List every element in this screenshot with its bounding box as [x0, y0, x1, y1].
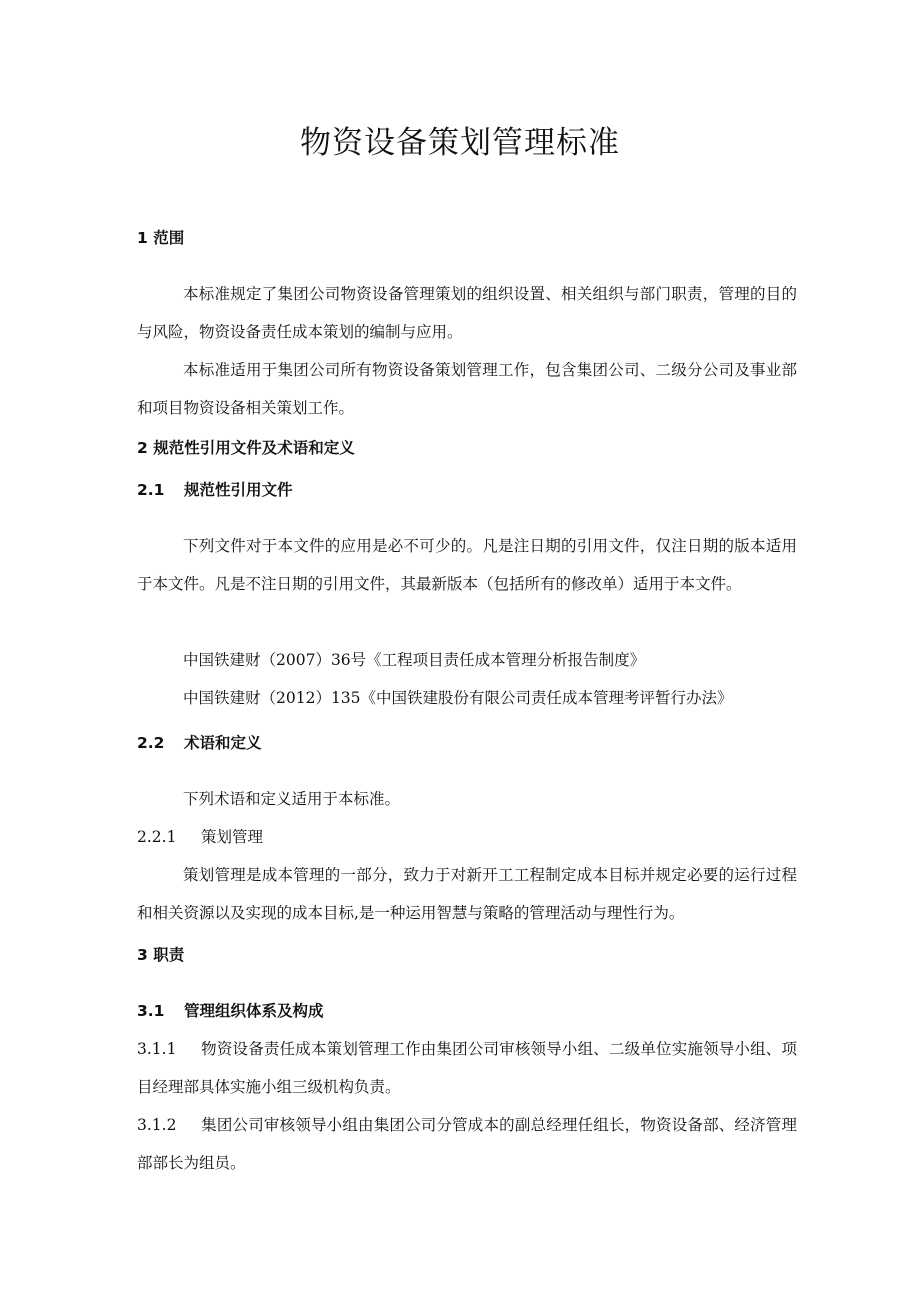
paragraph-references-intro: 下列文件对于本文件的应用是必不可少的。凡是注日期的引用文件，仅注日期的版本适用于本文件。凡是不注日期的引用文件，其最新版本（包括所有的修改单）适用于本文件。	[137, 537, 797, 593]
subsection-heading-2-1	[137, 478, 293, 502]
document-title: 物资设备策划管理标准	[300, 125, 620, 161]
subsection-title: 规范性引用文件	[184, 481, 293, 499]
reference-item-1: 中国铁建财（2007）36号《工程项目责任成本管理分析报告制度》	[183, 651, 646, 669]
clause-3-1-1	[137, 1030, 797, 1106]
reference-item-2: 中国铁建财（2012）135《中国铁建股份有限公司责任成本管理考评暂行办法》	[183, 689, 733, 707]
clause-text: 集团公司审核领导小组由集团公司分管成本的副总经理任组长，物资设备部、经济管理部部长为组员。	[137, 1116, 797, 1172]
section-number: 2	[137, 439, 148, 457]
clause-heading-2-2-1	[137, 825, 797, 849]
section-number: 3	[137, 946, 148, 964]
section-title: 规范性引用文件及术语和定义	[153, 439, 355, 457]
subsection-number: 2.2	[137, 734, 165, 752]
clause-3-1-2	[137, 1106, 797, 1182]
section-title: 职责	[153, 946, 185, 964]
clause-number: 3.1.2	[137, 1116, 177, 1134]
paragraph-planning-definition: 策划管理是成本管理的一部分，致力于对新开工工程制定成本目标并规定必要的运行过程和相关资源以及实现的成本目标,是一种运用智慧与策略的管理活动与理性行为。	[137, 866, 797, 922]
clause-number: 2.2.1	[137, 828, 177, 846]
clause-text: 物资设备责任成本策划管理工作由集团公司审核领导小组、二级单位实施领导小组、项目经理部具体实施小组三级机构负责。	[137, 1040, 797, 1096]
paragraph-scope-1: 本标准规定了集团公司物资设备管理策划的组织设置、相关组织与部门职责，管理的目的与风险，物资设备责任成本策划的编制与应用。	[137, 285, 797, 341]
subsection-title: 管理组织体系及构成	[184, 1002, 324, 1020]
section-heading-3	[137, 943, 184, 967]
section-heading-1	[137, 226, 184, 250]
section-title: 范围	[153, 229, 185, 247]
paragraph-scope-2: 本标准适用于集团公司所有物资设备策划管理工作，包含集团公司、二级分公司及事业部和项目物资设备相关策划工作。	[137, 361, 797, 417]
section-number: 1	[137, 229, 148, 247]
subsection-number: 2.1	[137, 481, 165, 499]
subsection-number: 3.1	[137, 1002, 165, 1020]
subsection-heading-3-1	[137, 999, 324, 1023]
clause-number: 3.1.1	[137, 1040, 177, 1058]
section-heading-2	[137, 436, 355, 460]
subsection-heading-2-2	[137, 731, 262, 755]
clause-title: 策划管理	[201, 828, 264, 846]
paragraph-terms-intro: 下列术语和定义适用于本标准。	[183, 790, 401, 808]
subsection-title: 术语和定义	[184, 734, 262, 752]
